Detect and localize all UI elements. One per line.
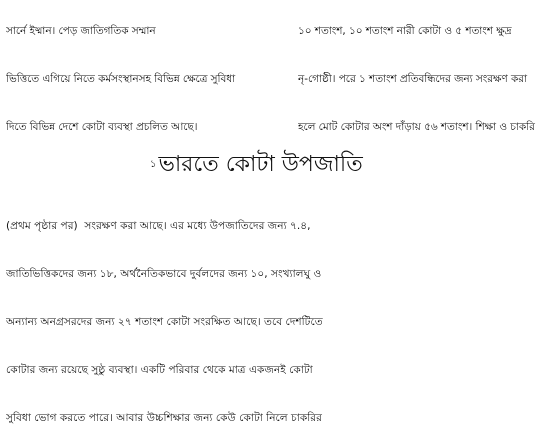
top-right-column (298, 0, 540, 143)
headline-text: ভারতে কোটা উপজাতি (158, 152, 363, 177)
article-line: সুবিধা ভোগ করতে পারে। আবার উচ্চশিক্ষার জন্য কেউ কোটা নিলে চাকরির (6, 412, 322, 424)
article-line: কোটার জন্য রয়েছে সুষ্ঠু ব্যবস্থা। একটি পরিবার থেকে মাত্র একজনই কোটা (6, 364, 313, 376)
article-line: (প্রথম পৃষ্ঠার পর) সংরক্ষণ করা আছে। এর মধ্যে উপজাতিদের জন্য ৭.৪, (6, 220, 311, 232)
text-line: ১০ শতাংশ, ১০ শতাংশ নারী কোটা ও ৫ শতাংশ ক্ষুদ্র (298, 25, 512, 37)
text-line: দিতে বিভিন্ন দেশে কোটা ব্যবস্থা প্রচলিত আছে। (6, 121, 198, 133)
article-line: জাতিভিত্তিকদের জন্য ১৮, অর্থনৈতিকভাবে দুর্বলদের জন্য ১০, সংখ্যালঘু ও (6, 268, 322, 280)
text-line: ভিত্তিতে এগিয়ে নিতে কর্মসংস্থানসহ বিভিন্ন ক্ষেত্রে সুবিধা (6, 73, 236, 85)
article-body (6, 186, 536, 440)
headline-mark: ১ (150, 159, 157, 170)
text-line: হলে মোট কোটার অংশ দাঁড়ায় ৫৬ শতাংশ। শিক্ষা ও চাকরি (298, 121, 535, 133)
text-line: নৃ-গোষ্ঠী। পরে ১ শতাংশ প্রতিবন্ধিদের জন্য সংরক্ষণ করা (298, 73, 527, 85)
text-line: সার্নে ইষ্মান। পেড় জাতিগতিক সম্মান (6, 25, 156, 37)
article-line: অন্যান্য অনগ্রসরদের জন্য ২৭ শতাংশ কোটা সংরক্ষিত আছে। তবে দেশটিতে (6, 316, 323, 328)
article-headline (150, 150, 390, 180)
top-left-column (6, 0, 282, 143)
